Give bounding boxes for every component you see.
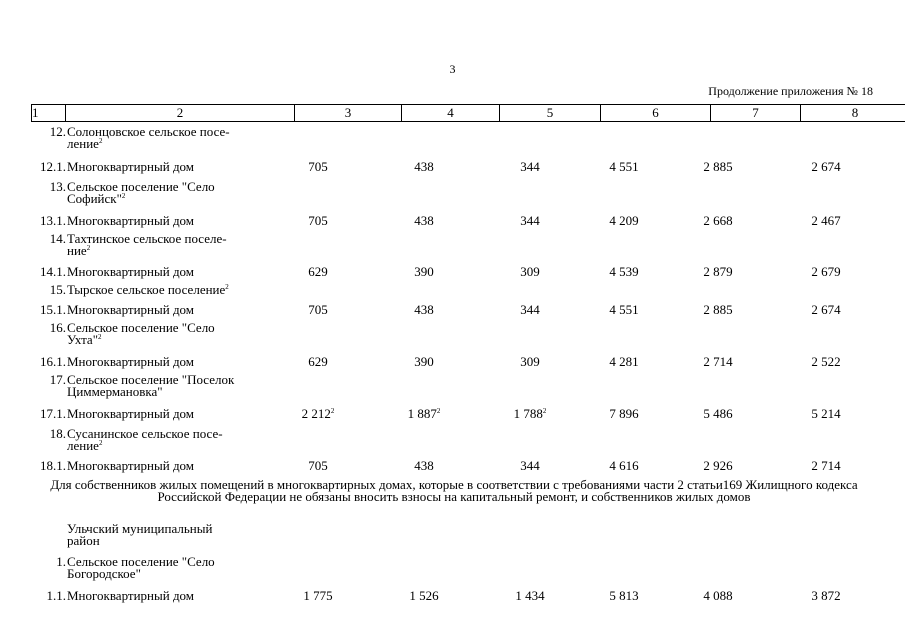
value-cell: 2 674	[811, 159, 841, 174]
value-cell: 2 467	[811, 213, 841, 228]
row-name: Сельское поселение "Село Софийск"$^2$	[67, 179, 215, 206]
row-number: 13.1.	[40, 213, 66, 228]
value-cell: 705	[308, 213, 328, 228]
value-cell: 4 281	[609, 354, 639, 369]
value-cell: 4 616	[609, 458, 639, 473]
row-number: 1.	[56, 554, 66, 569]
value-cell: 4 551	[609, 302, 639, 317]
value-cell: 438	[414, 302, 434, 317]
header-cell: 1	[32, 105, 66, 122]
value-cell: 309	[520, 264, 540, 279]
row-number: 15.	[49, 282, 66, 297]
continuation-label: Продолжение приложения № 18	[708, 84, 873, 98]
header-cell: 7	[711, 105, 801, 122]
value-cell: 705	[308, 159, 328, 174]
row-name: Многоквартирный дом	[67, 588, 195, 603]
value-cell: 2 714	[811, 458, 841, 473]
value-cell: 1 775	[303, 588, 333, 603]
header-cell: 5	[500, 105, 601, 122]
value-cell: 344	[520, 458, 540, 473]
row-number: 18.	[49, 426, 66, 441]
value-cell: 438	[414, 213, 434, 228]
value-cell: 390	[414, 264, 434, 279]
value-cell: 4 539	[609, 264, 639, 279]
value-cell: 2 714	[703, 354, 733, 369]
row-number: 12.	[49, 124, 66, 139]
value-cell: 390	[414, 354, 434, 369]
footnote-marker: 2	[98, 333, 102, 341]
row-name: Многоквартирный дом	[67, 458, 195, 473]
footnote-marker: 2	[121, 192, 126, 200]
page-number: 3	[449, 62, 456, 76]
row-number: 15.1.	[40, 302, 66, 317]
footnote-marker: 2	[86, 244, 91, 252]
header-cell: 6	[601, 105, 711, 122]
value-cell: 1 526	[409, 588, 439, 603]
footnote-marker: 2	[330, 407, 335, 415]
value-cell: 1 $887^2$	[407, 406, 441, 421]
row-number: 18.1.	[40, 458, 66, 473]
value-cell: 344	[520, 213, 540, 228]
value-cell: 344	[520, 302, 540, 317]
value-cell: 629	[308, 354, 328, 369]
row-name: Многоквартирный дом	[67, 302, 195, 317]
value-cell: 2 522	[811, 354, 841, 369]
header-row	[32, 105, 905, 122]
value-cell: 2 674	[811, 302, 841, 317]
header-cell: 3	[295, 105, 402, 122]
value-cell: 344	[520, 159, 540, 174]
row-name: Сельское поселение "Село Богородское"	[67, 554, 215, 581]
row-name: Многоквартирный дом	[67, 354, 195, 369]
value-cell: 4 551	[609, 159, 639, 174]
footnote-marker: 2	[542, 407, 547, 415]
row-number: 14.1.	[40, 264, 66, 279]
footnote-marker: 2	[436, 407, 441, 415]
value-cell: 5 813	[609, 588, 639, 603]
section-note: Для собственников жилых помещений в многоквартирных домах, которые в соответствии с требованиями части 2 статьи169 Жилищного кодекса Российской Федерации не обязаны вносить взносы на капитальный ремонт, и собственников жилых домов	[50, 477, 858, 504]
row-name: Сусанинское сельское посе- ление$^2$	[67, 426, 223, 453]
value-cell: 2 679	[811, 264, 841, 279]
footnote-marker: 2	[98, 137, 103, 145]
value-cell: 2 879	[703, 264, 733, 279]
row-name: Тахтинское сельское поселе- ние$^2$	[67, 231, 227, 258]
column-header-table	[31, 104, 905, 122]
value-cell: 705	[308, 458, 328, 473]
value-cell: 438	[414, 159, 434, 174]
value-cell: 7 896	[609, 406, 639, 421]
row-name: Многоквартирный дом	[67, 406, 195, 421]
row-name: Сельское поселение "Село Ухта"$^2$	[67, 320, 215, 347]
row-name: Многоквартирный дом	[67, 264, 195, 279]
value-cell: 2 $212^2$	[301, 406, 335, 421]
row-number: 16.	[49, 320, 66, 335]
value-cell: 2 885	[703, 159, 733, 174]
row-number: 12.1.	[40, 159, 66, 174]
footnote-marker: 2	[98, 439, 103, 447]
value-cell: 5 214	[811, 406, 841, 421]
row-name: Тырское сельское поселение$^2$	[67, 282, 229, 297]
value-cell: 438	[414, 458, 434, 473]
row-number: 13.	[49, 179, 66, 194]
value-cell: 2 668	[703, 213, 733, 228]
row-number: 14.	[49, 231, 66, 246]
header-cell: 8	[801, 105, 905, 122]
value-cell: 1 $788^2$	[513, 406, 547, 421]
row-name: Сельское поселение "Поселок Циммермановка"	[67, 372, 235, 399]
row-number: 17.1.	[40, 406, 66, 421]
value-cell: 2 885	[703, 302, 733, 317]
row-number: 16.1.	[40, 354, 66, 369]
value-cell: 3 872	[811, 588, 841, 603]
value-cell: 629	[308, 264, 328, 279]
footnote-marker: 2	[225, 283, 229, 291]
row-number: 17.	[49, 372, 66, 387]
value-cell: 2 926	[703, 458, 733, 473]
value-cell: 5 486	[703, 406, 733, 421]
header-cell: 4	[402, 105, 500, 122]
row-name: Многоквартирный дом	[67, 213, 195, 228]
value-cell: 705	[308, 302, 328, 317]
row-name: Многоквартирный дом	[67, 159, 195, 174]
value-cell: 4 209	[609, 213, 639, 228]
value-cell: 1 434	[515, 588, 545, 603]
value-cell: 309	[520, 354, 540, 369]
row-number: 1.1.	[46, 588, 66, 603]
header-cell: 2	[66, 105, 295, 122]
value-cell: 4 088	[703, 588, 733, 603]
row-name: Ульчский муниципальный район	[67, 521, 213, 548]
row-name: Солонцовское сельское посе- ление$^2$	[67, 124, 230, 151]
